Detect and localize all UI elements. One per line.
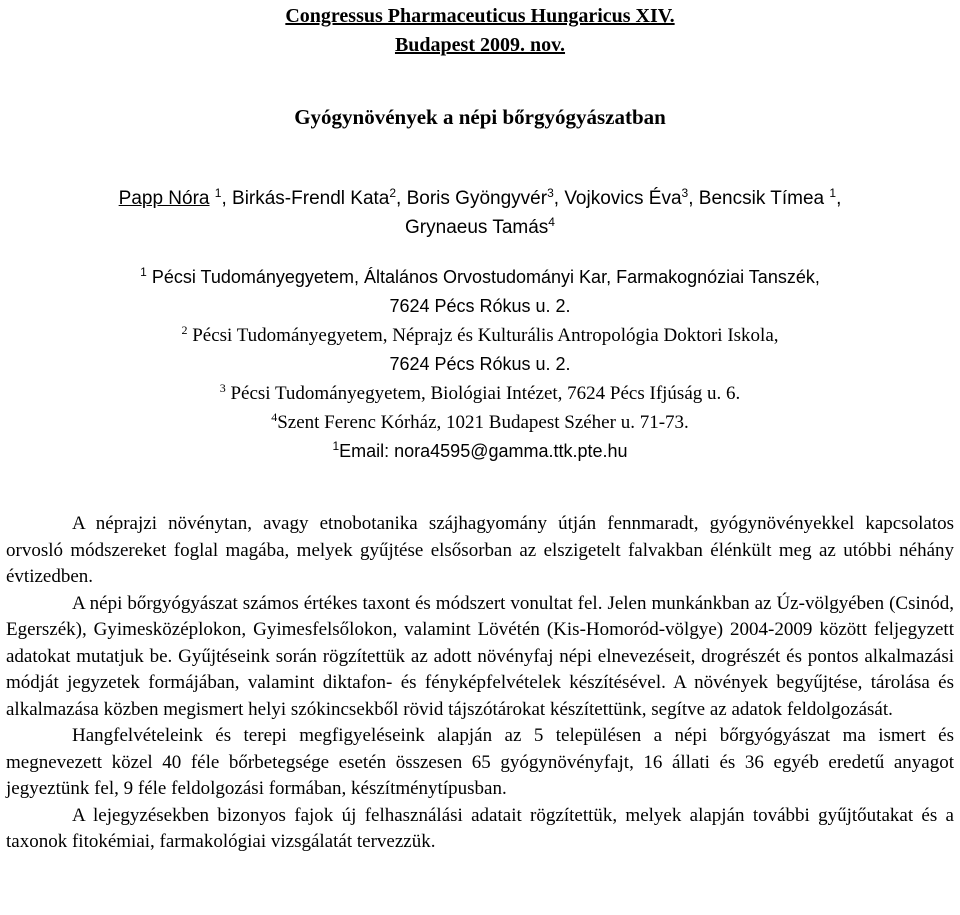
affiliation-text: Szent Ferenc Kórház, 1021 Budapest Széher u. 71-73.: [277, 412, 689, 433]
affiliation-mark: 1: [332, 439, 340, 453]
affiliation-item: [0, 321, 960, 379]
author-affiliation-mark: 4: [548, 215, 555, 229]
affiliation-item: [0, 408, 960, 437]
affiliation-item: [0, 263, 960, 321]
author-affiliation-mark: 3: [547, 186, 554, 200]
author-name: Vojkovics Éva: [564, 188, 682, 209]
affiliation-mark: 2: [181, 323, 188, 337]
affiliation-mark: 3: [219, 381, 226, 395]
author-list: Papp Nóra $^1$, Birkás-Frendl Kata$^2$, Boris Gyöngyvér$^3$, Vojkovics Éva$^3$, Bencsik Tímea $^1$, Grynaeus Tamás$^4$: [118, 186, 842, 238]
author-affiliation-mark: 1: [214, 186, 222, 200]
affiliation-list: [0, 263, 960, 466]
author-name: Grynaeus Tamás: [405, 217, 549, 238]
affiliation-item: [0, 437, 960, 466]
affiliation-text: Pécsi Tudományegyetem, Általános Orvostudományi Kar, Farmakognóziai Tanszék,: [151, 267, 820, 287]
contact-email: Email: nora4595@gamma.ttk.pte.hu: [339, 441, 628, 461]
conference-date: Budapest 2009. nov.: [394, 34, 566, 56]
author-name: Boris Gyöngyvér: [406, 188, 548, 209]
abstract-paragraph: A néprajzi növénytan, avagy etnobotanika szájhagyomány útján fennmaradt, gyógynövényekkel kapcsolatos orvosló módszereket foglal magába, melyek gyűjtése elsősorban az elszigetelt falvakban élénkült meg az utóbbi néhány évtizedben.: [6, 513, 954, 587]
author-name: Birkás-Frendl Kata: [232, 188, 390, 209]
abstract-paragraph: A népi bőrgyógyászat számos értékes taxont és módszert vonultat fel. Jelen munkánkban az Úz-völgyében (Csinód, Egerszék), Gyimesközéplokon, Gyimesfelsőlokon, valamint Lövétén (Kis-Homoród-völgye) 2004-2009 között feljegyzett adatokat mutatjuk be. Gyűjtéseink során rögzítettük az adott növényfaj népi elnevezéseit, drogrészét és pontos alkalmazási módját jegyzetek formájában, valamint diktafon- és fényképfelvételek készítésével. A növények begyűjtése, tárolása és alkalmazása közben megismert helyi szókincsekből rövid tájszótárokat készítettünk, segítve az adatok feldolgozását.: [6, 592, 954, 720]
affiliation-item: [0, 379, 960, 408]
conference-name: Congressus Pharmaceuticus Hungaricus XIV.: [285, 5, 675, 27]
author-affiliation-mark: 2: [389, 186, 397, 200]
affiliation-address: 7624 Pécs Rókus u. 2.: [389, 296, 571, 316]
author-name: Papp Nóra: [118, 188, 210, 209]
affiliation-mark: 1: [140, 265, 147, 279]
abstract-paragraph: Hangfelvételeink és terepi megfigyeléseink alapján az 5 településen a népi bőrgyógyászat ma ismert és megnevezett közel 40 féle bőrbetegsége esetén összesen 65 gyógynövényfajt, 16 állati és 36 egyéb eredetű anyagot jegyeztünk fel, 9 féle feldolgozási formában, készítménytípusban.: [6, 725, 954, 799]
affiliation-text: Pécsi Tudományegyetem, Biológiai Intézet, 7624 Pécs Ifjúság u. 6.: [230, 383, 741, 404]
abstract-paragraph: A lejegyzésekben bizonyos fajok új felhasználási adatait rögzítettük, melyek alapján további gyűjtőutakat és a taxonok fitokémiai, farmakológiai vizsgálatát tervezzük.: [6, 804, 954, 852]
paper-title: Gyógynövények a népi bőrgyógyászatban: [294, 105, 666, 129]
author-affiliation-mark: 1: [829, 186, 837, 200]
affiliation-text: Pécsi Tudományegyetem, Néprajz és Kulturális Antropológia Doktori Iskola,: [192, 325, 779, 346]
affiliation-mark: 4: [271, 410, 278, 424]
author-name: Bencsik Tímea: [698, 188, 825, 209]
affiliation-address: 7624 Pécs Rókus u. 2.: [389, 354, 571, 374]
abstract-body: [6, 511, 954, 856]
author-affiliation-mark: 3: [681, 186, 689, 200]
conference-header: [0, 2, 960, 60]
